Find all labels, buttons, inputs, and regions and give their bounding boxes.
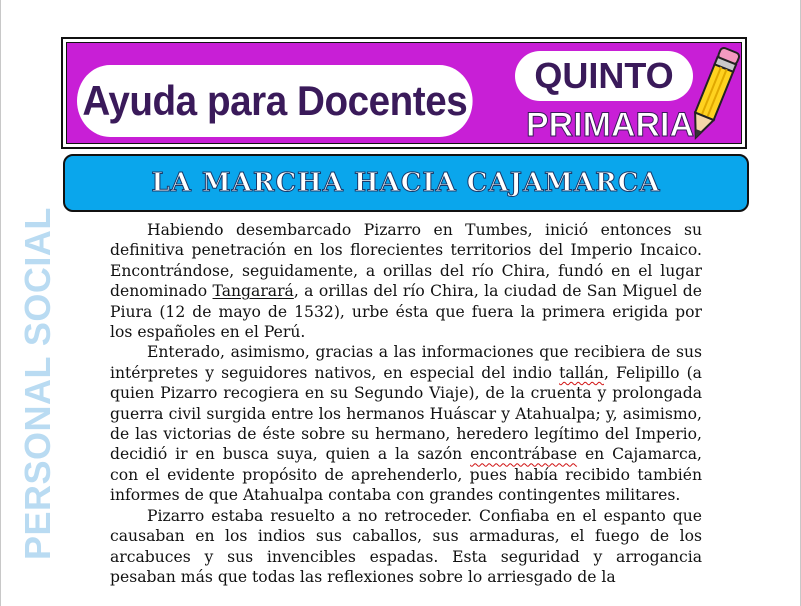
banner-inner	[66, 42, 742, 144]
paragraph-2-text-c: , Felipillo (a quien Pizarro recogiera en su Segundo Viaje), de la cruenta y prolongada guerra civil surgida entre los hermanos Huáscar y Atahualpa; y, asimismo, de las victorias de éste sobre su hermano, heredero legítimo del Imperio, decidió ir en busca suya, quien a la sazón	[110, 363, 702, 464]
paragraph-1	[110, 220, 702, 342]
spellcheck-word: encontrábase	[470, 445, 578, 464]
article-title: LA MARCHA HACIA CAJAMARCA	[151, 168, 661, 198]
paragraph-1-text-c: , a orillas del río Chira, la ciudad de San Miguel de Piura (12 de mayo de 1532), urbe ésta que fuera la primera erigida por los españoles en el Perú.	[110, 282, 702, 342]
grade-badge: QUINTO	[515, 51, 693, 101]
banner-title: Ayuda para Docentes	[77, 65, 473, 137]
paragraph-2-text-e: en Cajamarca, con el evidente propósito de aprehenderlo, pues había recibido también informes de que Atahualpa contaba con grandes contingentes militares.	[110, 445, 703, 505]
paragraph-2-text-a: Enterado, asimismo, gracias a las informaciones que recibiera de sus intérpretes y seguidores nativos, en especial del indio	[110, 343, 702, 382]
spellcheck-word: Tangarará	[212, 282, 294, 301]
paragraph-2	[110, 342, 702, 505]
spellcheck-word: tallán	[559, 363, 604, 382]
title-bar	[63, 154, 749, 212]
level-badge: PRIMARIA	[525, 105, 695, 144]
pencil-icon	[681, 43, 745, 147]
paragraph-3: Pizarro estaba resuelto a no retroceder. Confiaba en el espanto que causaban en los indios sus caballos, sus armaduras, el fuego de los arcabuces y sus invencibles espadas. Esta seguridad y arrogancia pesaban más que todas las reflexiones sobre lo arriesgado de la	[110, 506, 702, 586]
header-banner	[61, 37, 747, 149]
article-body	[110, 220, 702, 587]
paragraph-1-text-a: Habiendo desembarcado Pizarro en Tumbes, inició entonces su definitiva penetración en los florecientes territorios del Imperio Incaico. Encontrándose, seguidamente, a orillas del río Chira, fundó en el lugar denominado	[110, 221, 702, 301]
subject-label: PERSONAL SOCIAL	[17, 207, 58, 560]
